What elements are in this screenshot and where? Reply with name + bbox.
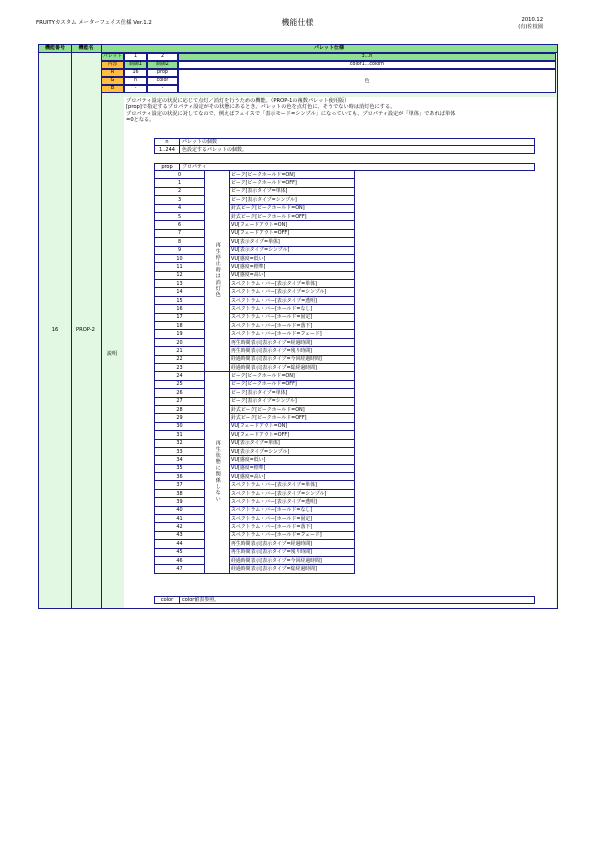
prop-description: VU[表示タイプ=シンプル]: [230, 246, 355, 254]
table-row: [155, 515, 355, 523]
prop-number: 13: [155, 280, 205, 288]
table-row: [155, 405, 355, 413]
prop-description: 針式ピーク[ピークホールド=ON]: [230, 405, 355, 413]
table-row: [155, 196, 355, 204]
table-row: [155, 531, 355, 539]
prop-number: 18: [155, 322, 205, 330]
company-name: (有)佐枝園: [518, 23, 543, 30]
prop-description: ピーク[ピークホールド=OFF]: [230, 179, 355, 187]
prop-description: スペクトラム・バー[表示タイプ=シンプル]: [230, 288, 355, 296]
document-date: 2010.12: [521, 17, 543, 23]
prop-number: 22: [155, 355, 205, 363]
prop-description: スペクトラム・バー[ホールド=なし]: [230, 305, 355, 313]
prop-group-text: 再生停止時は消灯色: [214, 241, 221, 298]
table-row: [155, 246, 355, 254]
table-row: [155, 330, 355, 338]
prop-description: VU[フェードアウト=OFF]: [230, 229, 355, 237]
palette-cell: n: [124, 77, 147, 85]
table-row: [155, 447, 355, 455]
prop-number: 8: [155, 238, 205, 246]
table-row: [155, 171, 355, 179]
prop-number: 38: [155, 489, 205, 497]
prop-description: 経過時間表示[表示タイプ=今回経過時間]: [230, 556, 355, 564]
prop-number: 1: [155, 179, 205, 187]
prop-number: 29: [155, 414, 205, 422]
palette-cell: B: [101, 85, 124, 93]
column-divider: [101, 45, 102, 608]
table-row: [155, 489, 355, 497]
palette-cell: 2: [147, 53, 178, 61]
prop-description: ピーク[表示タイプ=シンプル]: [230, 196, 355, 204]
prop-group-label: [205, 171, 230, 372]
prop-number: 41: [155, 515, 205, 523]
prop-description: ピーク[ピークホールド=ON]: [230, 372, 355, 380]
prop-description: 再生時間表示[表示タイプ=残り時間]: [230, 347, 355, 355]
table-cell: color値表参照。: [180, 597, 535, 604]
prop-description: VU[感度=低い]: [230, 456, 355, 464]
function-name: PROP-2: [75, 327, 95, 333]
table-header-cell: n: [155, 139, 180, 146]
prop-number: 7: [155, 229, 205, 237]
prop-number: 9: [155, 246, 205, 254]
prop-number: 43: [155, 531, 205, 539]
prop-description: 再生時間表示[表示タイプ=経過時間]: [230, 540, 355, 548]
table-header-cell: プロパティ: [180, 164, 535, 171]
table-cell: color: [155, 597, 180, 604]
prop-description: スペクトラム・バー[表示タイプ=単体]: [230, 280, 355, 288]
prop-description: 針式ピーク[ピークホールド=ON]: [230, 204, 355, 212]
table-row: [155, 498, 355, 506]
prop-number: 19: [155, 330, 205, 338]
table-row: [155, 355, 355, 363]
prop-number: 47: [155, 565, 205, 573]
prop-number: 2: [155, 187, 205, 195]
prop-number: 12: [155, 271, 205, 279]
table-row: [155, 556, 355, 564]
table-row: [155, 363, 355, 371]
prop-number: 6: [155, 221, 205, 229]
table-row: [155, 296, 355, 304]
palette-cell: 3...n: [178, 53, 556, 61]
prop-description: 経過時間表示[表示タイプ=今回経過時間]: [230, 355, 355, 363]
prop-description: 針式ピーク[ピークホールド=OFF]: [230, 414, 355, 422]
prop-description: 再生時間表示[表示タイプ=残り時間]: [230, 548, 355, 556]
palette-cell: 制御1: [124, 61, 147, 69]
prop-description: スペクトラム・バー[ホールド=フェード]: [230, 330, 355, 338]
prop-number: 30: [155, 422, 205, 430]
table-row: [155, 540, 355, 548]
prop-description: スペクトラム・バー[ホールド=固定]: [230, 515, 355, 523]
prop-number: 15: [155, 296, 205, 304]
palette-cell: 1: [124, 53, 147, 61]
color-parameter-table: [154, 596, 535, 604]
table-row: [155, 313, 355, 321]
prop-number: 5: [155, 212, 205, 220]
prop-description: VU[感度=高い]: [230, 473, 355, 481]
table-row: [155, 254, 355, 262]
table-cell: 色設定するパレットの個数。: [180, 146, 535, 153]
table-row: [155, 204, 355, 212]
page-title: 機能仕様: [281, 18, 314, 27]
prop-description: ピーク[表示タイプ=単体]: [230, 389, 355, 397]
prop-number: 4: [155, 204, 205, 212]
table-row: [155, 464, 355, 472]
table-row: [155, 271, 355, 279]
table-row: [155, 322, 355, 330]
prop-number: 10: [155, 254, 205, 262]
table-row: [155, 389, 355, 397]
table-row: [155, 221, 355, 229]
prop-number: 46: [155, 556, 205, 564]
prop-description: スペクトラム・バー[表示タイプ=透明]: [230, 498, 355, 506]
header-meta: [518, 17, 543, 30]
description-line: プロパティ設定の状況に応じて点灯／消灯を行うための機能。（PROP-1の複数パレット使用版）: [126, 98, 350, 104]
palette-cell: 制御2: [147, 61, 178, 69]
prop-description: VU[フェードアウト=ON]: [230, 221, 355, 229]
description-text: [126, 98, 551, 123]
prop-number: 11: [155, 263, 205, 271]
prop-number: 27: [155, 397, 205, 405]
palette-cell: パレット: [102, 54, 123, 59]
prop-description: スペクトラム・バー[ホールド=落下]: [230, 322, 355, 330]
prop-description: スペクトラム・バー[ホールド=フェード]: [230, 531, 355, 539]
table-row: [155, 263, 355, 271]
table-row: [155, 238, 355, 246]
table-row: [155, 338, 355, 346]
prop-table: [154, 170, 355, 574]
prop-description: 再生時間表示[表示タイプ=経過時間]: [230, 338, 355, 346]
prop-description: 針式ピーク[ピークホールド=OFF]: [230, 212, 355, 220]
prop-group-label: [205, 372, 230, 573]
prop-number: 35: [155, 464, 205, 472]
description-line: プロパティ設定の状況に対してなので、例えばフェイスで「表示モード=シンプル」になっていても、プロパティ設定が「単体」であれば単体: [126, 110, 456, 117]
prop-number: 37: [155, 481, 205, 489]
prop-number: 31: [155, 431, 205, 439]
prop-description: VU[表示タイプ=シンプル]: [230, 447, 355, 455]
prop-number: 23: [155, 363, 205, 371]
description-line: [prop]で指定するプロパティ設定がその状態にあるとき、パレットの色を点灯色に、そうでない時は消灯色にする。: [126, 104, 396, 111]
prop-number: 3: [155, 196, 205, 204]
table-row: [155, 187, 355, 195]
document-title: FRUITYカスタム メーターフェイス仕様 Ver.1.2: [36, 20, 152, 26]
description-line: =0となる。: [126, 116, 155, 123]
prop-group-text: 再生状態に関係しない: [214, 439, 221, 502]
table-row: [155, 506, 355, 514]
table-row: [155, 481, 355, 489]
table-header-cell: パレットの個数: [180, 139, 535, 146]
prop-number: 14: [155, 288, 205, 296]
prop-description: スペクトラム・バー[ホールド=なし]: [230, 506, 355, 514]
table-row: [155, 179, 355, 187]
table-row: [155, 288, 355, 296]
prop-number: 40: [155, 506, 205, 514]
table-cell: 1..244: [155, 146, 180, 153]
prop-number: 17: [155, 313, 205, 321]
palette-cell: color1...colorn: [178, 61, 556, 69]
prop-number: 32: [155, 439, 205, 447]
prop-description: VU[感度=高い]: [230, 271, 355, 279]
table-row: [155, 548, 355, 556]
prop-description: スペクトラム・バー[表示タイプ=単体]: [230, 481, 355, 489]
table-row: [155, 397, 355, 405]
prop-number: 28: [155, 405, 205, 413]
prop-description: ピーク[表示タイプ=シンプル]: [230, 397, 355, 405]
prop-description: ピーク[ピークホールド=OFF]: [230, 380, 355, 388]
prop-number: 36: [155, 473, 205, 481]
palette-cell: prop: [147, 69, 178, 77]
prop-description: ピーク[ピークホールド=ON]: [230, 171, 355, 179]
prop-number: 21: [155, 347, 205, 355]
prop-number: 34: [155, 456, 205, 464]
palette-cell: -: [147, 85, 178, 93]
table-row: [155, 422, 355, 430]
table-row: [155, 372, 355, 380]
prop-number: 25: [155, 380, 205, 388]
table-row: [155, 431, 355, 439]
function-number: 16: [51, 327, 59, 333]
prop-description: VU[感度=低い]: [230, 254, 355, 262]
prop-number: 26: [155, 389, 205, 397]
table-row: [155, 523, 355, 531]
table-row: [155, 456, 355, 464]
prop-description: VU[フェードアウト=OFF]: [230, 431, 355, 439]
prop-description: スペクトラム・バー[表示タイプ=シンプル]: [230, 489, 355, 497]
palette-cell: R: [101, 69, 124, 77]
palette-cell: color: [147, 77, 178, 85]
palette-cell: 16: [124, 69, 147, 77]
prop-number: 24: [155, 372, 205, 380]
palette-cell: 色: [178, 69, 556, 93]
table-row: [155, 212, 355, 220]
prop-number: 39: [155, 498, 205, 506]
table-row: [155, 473, 355, 481]
prop-description: スペクトラム・バー[ホールド=固定]: [230, 313, 355, 321]
prop-description: VU[感度=標準]: [230, 263, 355, 271]
column-header-func-no: 機能番号: [39, 45, 71, 53]
description-label: 説明: [106, 351, 118, 357]
table-row: [155, 565, 355, 573]
prop-description: スペクトラム・バー[表示タイプ=透明]: [230, 296, 355, 304]
n-parameter-table: [154, 138, 535, 154]
prop-description: VU[フェードアウト=ON]: [230, 422, 355, 430]
prop-description: スペクトラム・バー[ホールド=落下]: [230, 523, 355, 531]
column-header-func-name: 機能名: [71, 45, 101, 53]
table-row: [155, 380, 355, 388]
prop-number: 45: [155, 548, 205, 556]
table-row: [155, 439, 355, 447]
prop-description: VU[表示タイプ=単体]: [230, 439, 355, 447]
prop-number: 44: [155, 540, 205, 548]
table-row: [155, 280, 355, 288]
column-header-palette-spec: パレット仕様: [101, 45, 557, 53]
prop-description: VU[表示タイプ=単体]: [230, 238, 355, 246]
palette-cell: 内容: [101, 61, 124, 69]
table-row: [155, 414, 355, 422]
prop-description: VU[感度=標準]: [230, 464, 355, 472]
prop-number: 20: [155, 338, 205, 346]
prop-number: 0: [155, 171, 205, 179]
table-row: [155, 347, 355, 355]
prop-number: 42: [155, 523, 205, 531]
table-header-cell: prop: [155, 164, 180, 171]
prop-description: 経過時間表示[表示タイプ=総経過時間]: [230, 363, 355, 371]
prop-description: ピーク[表示タイプ=単体]: [230, 187, 355, 195]
prop-number: 33: [155, 447, 205, 455]
table-row: [155, 305, 355, 313]
prop-description: 経過時間表示[表示タイプ=総経過時間]: [230, 565, 355, 573]
palette-cell: G: [101, 77, 124, 85]
table-row: [155, 229, 355, 237]
prop-number: 16: [155, 305, 205, 313]
palette-cell: -: [124, 85, 147, 93]
